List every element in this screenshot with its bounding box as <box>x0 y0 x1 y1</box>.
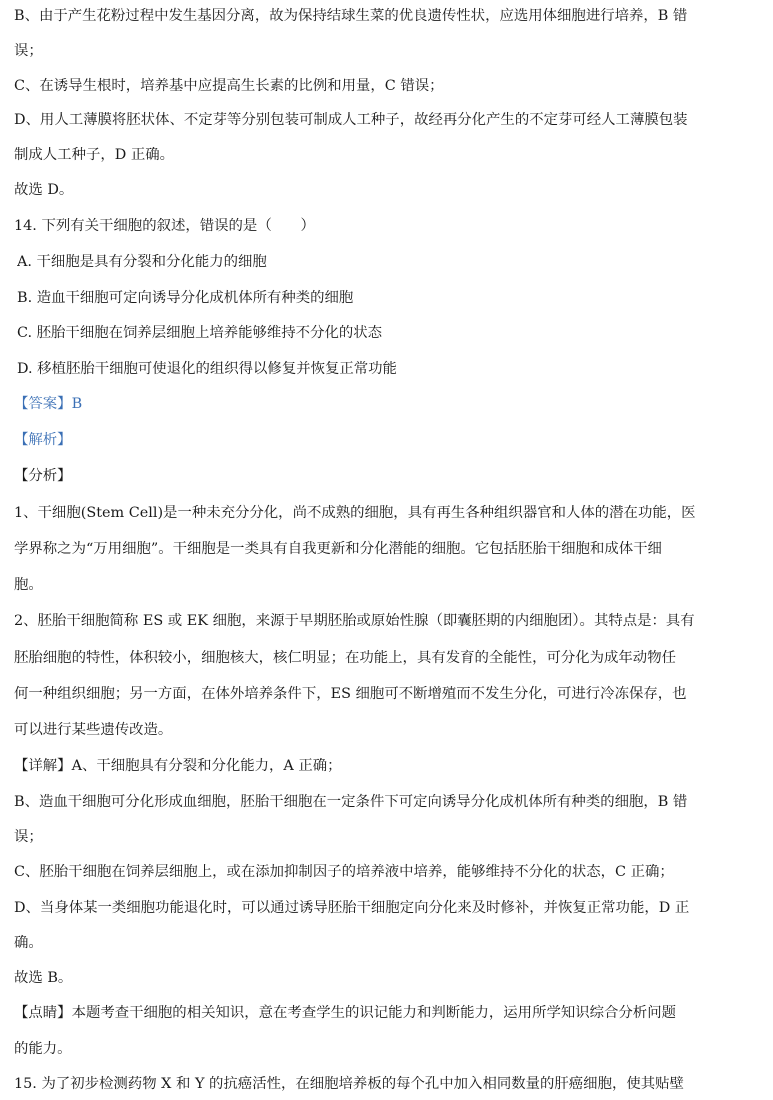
text-line: 的能力。 <box>14 1041 72 1057</box>
text-line: 故选 D。 <box>14 182 74 198</box>
text-line: 误； <box>14 43 43 59</box>
detail-heading: 【详解】A、干细胞具有分裂和分化能力，A 正确； <box>14 758 342 774</box>
comment-heading: 【点睛】本题考查干细胞的相关知识，意在考查学生的识记能力和判断能力，运用所学知识综合分析问题 <box>14 1005 676 1021</box>
text-line: 学界称之为“万用细胞”。干细胞是一类具有自我更新和分化潜能的细胞。它包括胚胎干细胞和成体干细 <box>14 541 662 557</box>
answer-label: 【答案】B <box>14 396 83 412</box>
text-line: 胞。 <box>14 577 43 593</box>
text-line: 确。 <box>14 935 43 951</box>
text-line: C、在诱导生根时，培养基中应提高生长素的比例和用量，C 错误； <box>14 78 444 94</box>
text-line: D、当身体某一类细胞功能退化时，可以通过诱导胚胎干细胞定向分化来及时修补，并恢复正常功能，D 正 <box>14 900 690 916</box>
text-line: 2、胚胎干细胞简称 ES 或 EK 细胞，来源于早期胚胎或原始性腺（即囊胚期的内细胞团）。其特点是：具有 <box>14 613 695 629</box>
option-c: C. 胚胎干细胞在饲养层细胞上培养能够维持不分化的状态 <box>17 325 383 341</box>
option-d: D. 移植胚胎干细胞可使退化的组织得以修复并恢复正常功能 <box>17 361 397 377</box>
text-line: C、胚胎干细胞在饲养层细胞上，或在添加抑制因子的培养液中培养，能够维持不分化的状态，C 正确； <box>14 864 674 880</box>
option-b: B. 造血干细胞可定向诱导分化成机体所有种类的细胞 <box>17 290 354 306</box>
option-a: A. 干细胞是具有分裂和分化能力的细胞 <box>17 254 267 270</box>
text-line: 胚胎细胞的特性，体积较小，细胞核大，核仁明显；在功能上，具有发育的全能性，可分化为成年动物任 <box>14 650 676 666</box>
text-line: D、用人工薄膜将胚状体、不定芽等分别包装可制成人工种子，故经再分化产生的不定芽可经人工薄膜包装 <box>14 112 688 128</box>
text-line: 制成人工种子，D 正确。 <box>14 147 175 163</box>
analysis-label: 【解析】 <box>14 432 72 448</box>
text-line: 可以进行某些遗传改造。 <box>14 722 173 738</box>
text-line: B、造血干细胞可分化形成血细胞，胚胎干细胞在一定条件下可定向诱导分化成机体所有种类的细胞，B 错 <box>14 794 688 810</box>
text-line: 何一种组织细胞；另一方面，在体外培养条件下，ES 细胞可不断增殖而不发生分化，可进行冷冻保存，也 <box>14 686 687 702</box>
section-heading: 【分析】 <box>14 468 72 484</box>
question-15-stem: 15. 为了初步检测药物 X 和 Y 的抗癌活性，在细胞培养板的每个孔中加入相同数量的肝癌细胞，使其贴壁 <box>14 1076 684 1092</box>
text-line: 1、干细胞(Stem Cell)是一种未充分分化，尚不成熟的细胞，具有再生各种组织器官和人体的潜在功能，医 <box>14 505 696 521</box>
question-14-stem: 14. 下列有关干细胞的叙述，错误的是（ ） <box>14 218 315 234</box>
text-line: B、由于产生花粉过程中发生基因分离，故为保持结球生菜的优良遗传性状，应选用体细胞进行培养，B 错 <box>14 8 688 24</box>
text-line: 误； <box>14 829 43 845</box>
text-line: 故选 B。 <box>14 970 73 986</box>
